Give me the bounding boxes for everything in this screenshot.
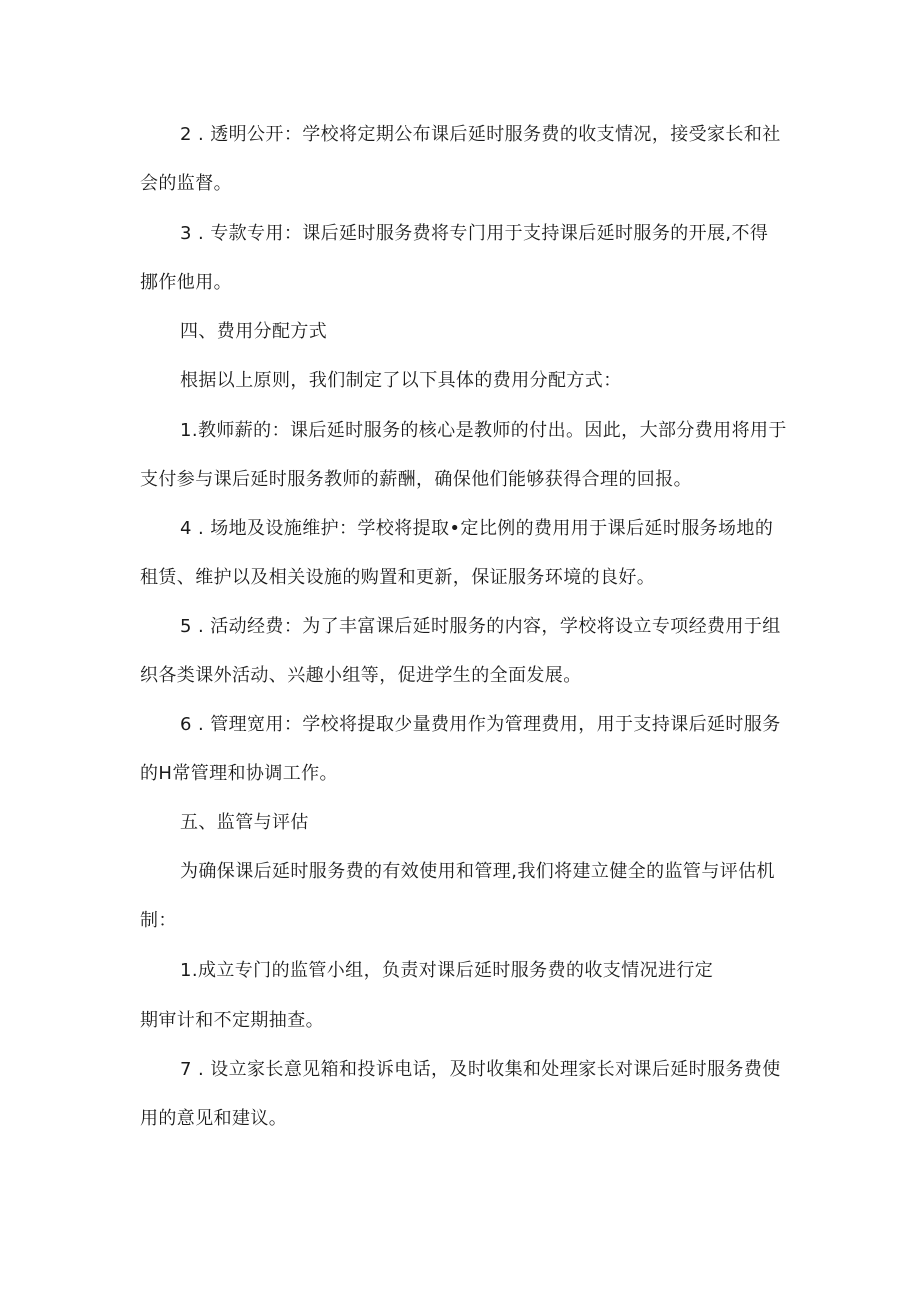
- paragraph-line: 织各类课外活动、兴趣小组等，促进学生的全面发展。: [140, 665, 582, 686]
- paragraph-line: 用的意见和建议。: [140, 1108, 288, 1129]
- paragraph-line: 1.成立专门的监管小组，负责对课后延时服务费的收支情况进行定: [180, 960, 714, 981]
- paragraph-line: 的H常管理和协调工作。: [140, 763, 338, 784]
- paragraph-line: 3 . 专款专用：课后延时服务费将专门用于支持课后延时服务的开展,不得: [180, 223, 769, 244]
- section-heading: 四、费用分配方式: [180, 321, 328, 342]
- section-heading: 五、监管与评估: [180, 812, 309, 833]
- paragraph-line: 根据以上原则，我们制定了以下具体的费用分配方式：: [180, 370, 622, 391]
- paragraph-line: 制：: [140, 910, 177, 931]
- paragraph-line: 支付参与课后延时服务教师的薪酬，确保他们能够获得合理的回报。: [140, 469, 692, 490]
- paragraph-line: 租赁、维护以及相关设施的购置和更新，保证服务环境的良好。: [140, 567, 656, 588]
- paragraph-line: 4 . 场地及设施维护：学校将提取•定比例的费用用于课后延时服务场地的: [180, 518, 774, 539]
- paragraph-line: 7 . 设立家长意见箱和投诉电话，及时收集和处理家长对课后延时服务费使: [180, 1059, 781, 1080]
- paragraph-line: 期审计和不定期抽查。: [140, 1010, 324, 1031]
- paragraph-line: 为确保课后延时服务费的有效使用和管理,我们将建立健全的监管与评估机: [180, 861, 775, 882]
- paragraph-line: 5 . 活动经费：为了丰富课后延时服务的内容，学校将设立专项经费用于组: [180, 616, 781, 637]
- paragraph-line: 2 . 透明公开：学校将定期公布课后延时服务费的收支情况，接受家长和社: [180, 124, 781, 145]
- paragraph-line: 挪作他用。: [140, 272, 232, 293]
- paragraph-line: 1.教师薪的：课后延时服务的核心是教师的付出。因此，大部分费用将用于: [180, 420, 787, 441]
- paragraph-line: 会的监督。: [140, 173, 232, 194]
- paragraph-line: 6 . 管理宽用：学校将提取少量费用作为管理费用，用于支持课后延时服务: [180, 714, 781, 735]
